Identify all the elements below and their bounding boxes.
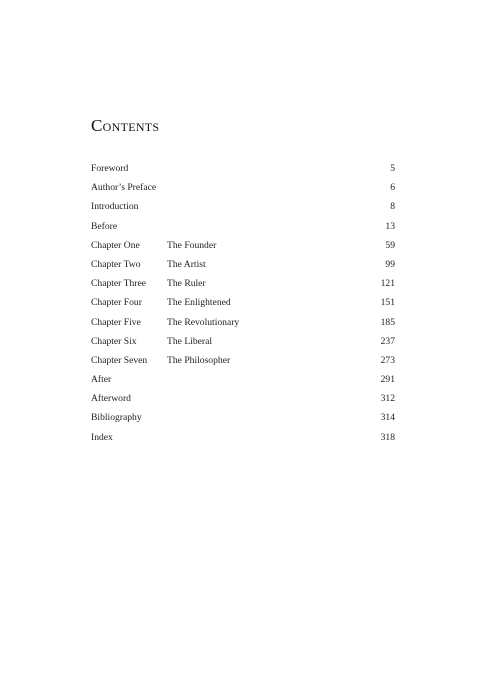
toc-entry-label: Bibliography [91,412,142,424]
toc-entry-subtitle: The Ruler [167,278,206,290]
toc-entry-chapter-five [91,316,395,335]
toc-entry-chapter-four [91,296,395,315]
toc-entry-page-number: 151 [380,297,395,309]
toc-entry-subtitle: The Revolutionary [167,316,240,328]
toc-entry-after [91,373,395,392]
toc-entry-label: Chapter Two [91,258,141,270]
toc-entry-page-number: 185 [380,316,395,328]
toc-entry-subtitle: The Liberal [167,335,213,347]
toc-entry-introduction [91,200,395,219]
toc-entry-page-number: 291 [380,374,395,386]
toc-entry-label: Chapter Four [91,297,142,309]
toc-entry-label: Index [91,431,113,443]
toc-entry-afterword [91,392,395,411]
toc-entry-page-number: 8 [390,201,395,213]
toc-entry-page-number: 121 [380,278,395,290]
toc-entry-chapter-three [91,277,395,296]
toc-entry-label: Introduction [91,201,139,213]
toc-entry-chapter-one [91,239,395,258]
toc-entry-page-number: 99 [385,258,395,270]
toc-entry-chapter-two [91,258,395,277]
toc-entry-foreword [91,162,395,181]
toc-entry-label: Chapter Five [91,316,141,328]
toc-entry-label: Foreword [91,163,129,174]
toc-entry-page-number: 5 [390,163,395,174]
toc-entry-chapter-seven [91,354,395,373]
toc-entry-page-number: 13 [385,220,395,232]
toc-entry-page-number: 237 [380,335,395,347]
toc-entry-page-number: 314 [380,412,395,424]
table-of-contents [91,162,395,450]
toc-entry-label: Chapter Seven [91,354,148,366]
toc-entry-label: Chapter Three [91,278,146,290]
toc-entry-label: Chapter Six [91,335,137,347]
toc-entry-subtitle: The Founder [167,239,217,251]
toc-entry-subtitle: The Enlightened [167,297,231,309]
toc-entry-label: Chapter One [91,239,140,251]
toc-entry-page-number: 318 [380,431,395,443]
toc-entry-page-number: 273 [380,354,395,366]
toc-entry-bibliography [91,411,395,430]
toc-entry-before [91,220,395,239]
toc-entry-label: Author’s Preface [91,182,157,194]
toc-entry-chapter-six [91,335,395,354]
toc-entry-page-number: 59 [385,239,395,251]
page-title: Contents [91,116,160,135]
toc-entry-subtitle: The Artist [167,258,206,270]
toc-entry-label: Afterword [91,393,131,405]
toc-entry-authors-preface [91,181,395,200]
toc-entry-page-number: 312 [380,393,395,405]
toc-entry-label: After [91,374,112,386]
toc-entry-index [91,431,395,450]
toc-entry-subtitle: The Philosopher [167,354,231,366]
toc-entry-label: Before [91,220,118,232]
toc-entry-page-number: 6 [390,182,395,194]
